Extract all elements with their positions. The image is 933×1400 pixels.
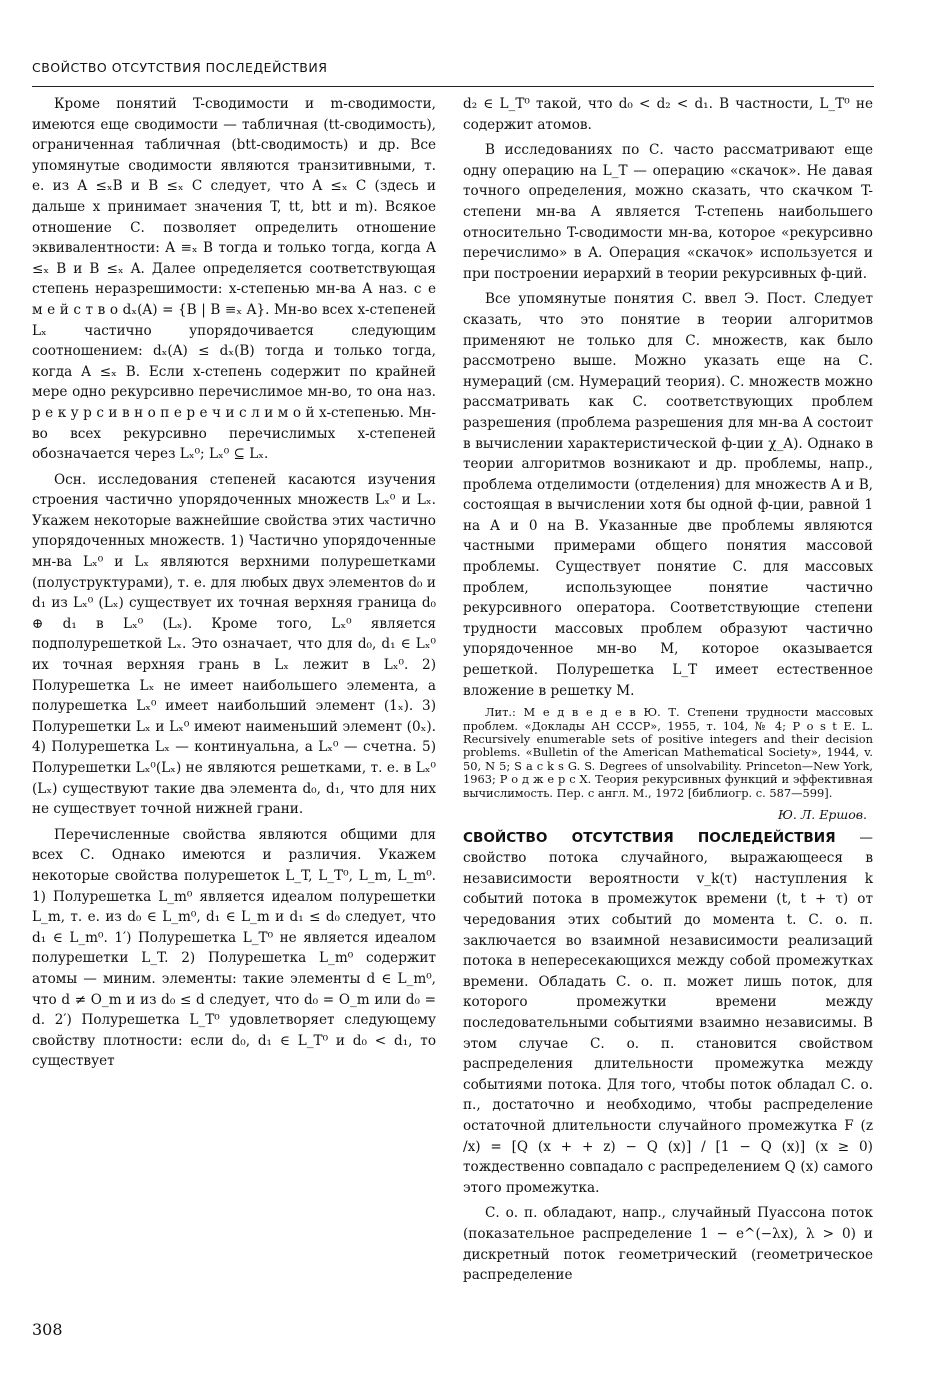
right-column: [463, 94, 873, 1291]
entry-paragraph: [463, 828, 873, 1199]
header-rule: [32, 86, 874, 87]
references: Лит.: М е д в е д е в Ю. Т. Степени трудности массовых проблем. «Доклады АН СССР», 1955, т. 104, № 4; P o s t E. L. Recursively enumerable sets of positive integers and their decision problems. «Bulletin of the American Mathematical Society», 1944, v. 50, N 5; S a c k s G. S. Degrees of unsolvability. Princeton—New York, 1963; Р о д ж е р с Х. Теория рекурсивных функций и эффективная вычислимость. Пер. с англ. М., 1972 [библиогр. с. 587—599].: [463, 705, 873, 800]
entry-title: СВОЙСТВО ОТСУТСТВИЯ ПОСЛЕДЕЙСТВИЯ: [463, 829, 836, 846]
author-signature: Ю. Л. Ершов.: [778, 807, 867, 823]
paragraph: Все упомянутые понятия С. ввел Э. Пост. Следует сказать, что это понятие в теории алгоритмов применяют не только для С. множеств, как было рассмотрено выше. Можно указать еще на С. нумераций (см. Нумераций теория). С. множеств можно рассматривать как С. соответствующих проблем разрешения (проблема разрешения для мн-ва A состоит в вычислении характеристической ф-ции χ_A). Однако в теории алгоритмов возникают и др. проблемы, напр., проблема отделимости (отделения) для множеств A и B, состоящая в вычислении хотя бы одной ф-ции, равной 1 на A и 0 на B. Указанные две проблемы являются частными примерами общего понятия массовой проблемы. Существует понятие С. для массовых проблем, использующее понятие частично рекурсивного оператора. Соответствующие степени трудности массовых проблем образуют частично упорядоченное мн-во M, которое оказывается решеткой. Полурешетка L_T имеет естественное вложение в решетку M.: [463, 291, 873, 699]
paragraph: Перечисленные свойства являются общими для всех С. Однако имеются и различия. Укажем некоторые свойства полурешеток L_T, L_T⁰, L_m, L_m⁰. 1) Полурешетка L_m⁰ является идеалом полурешетки L_m, т. е. из d₀ ∈ L_m⁰, d₁ ∈ L_m и d₁ ≤ d₀ следует, что d₁ ∈ L_m⁰. 1′) Полурешетка L_T⁰ не является идеалом полурешетки L_T. 2) Полурешетка L_m⁰ содержит атомы — миним. элементы: такие элементы d ∈ L_m⁰, что d ≠ O_m и из d₀ ≤ d следует, что d₀ = O_m или d₀ = d. 2′) Полурешетка L_T⁰ удовлетворяет следующему свойству плотности: если d₀, d₁ ∈ L_T⁰ и d₀ < d₁, то существует: [32, 826, 436, 1070]
paragraph: В исследованиях по С. часто рассматривают еще одну операцию на L_T — операцию «скачок». Не давая точного определения, можно сказать, что скачком T-степени мн-ва A является T-степень наибольшего относительно T-сводимости мн-ва, которое «рекурсивно перечислимо» в A. Операция «скачок» используется и при построении иерархий в теории рекурсивных ф-ций.: [463, 142, 873, 282]
paragraph: Кроме понятий T-сводимости и m-сводимости, имеются еще сводимости — табличная (tt-сводимость), ограниченная табличная (btt-сводимость) и др. Все упомянутые сводимости являются транзитивными, т. е. из A ≤ₓB и B ≤ₓ C следует, что A ≤ₓ C (здесь и дальше x принимает значения T, tt, btt и m). Всякое отношение С. позволяет определить отношение эквивалентности: A ≡ₓ B тогда и только тогда, когда A ≤ₓ B и B ≤ₓ A. Далее определяется соответствующая степень неразрешимости: x-степенью мн-ва A наз. с е м е й с т в о dₓ(A) = {B | B ≡ₓ A}. Мн-во всех x-степеней Lₓ частично упорядочивается следующим соотношением: dₓ(A) ≤ dₓ(B) тогда и только тогда, когда A ≤ₓ B. Если x-степень содержит по крайней мере одно рекурсивно перечислимое мн-во, то она наз. р е к у р с и в н о п е р е ч и с л и м о й x-степенью. Мн-во всех рекурсивно перечислимых x-степеней обозначается через Lₓ⁰; Lₓ⁰ ⊆ Lₓ.: [32, 96, 436, 463]
paragraph: Осн. исследования степеней касаются изучения строения частично упорядоченных множеств Lₓ⁰ и Lₓ. Укажем некоторые важнейшие свойства этих частично упорядоченных множеств. 1) Частично упорядоченные мн-ва Lₓ⁰ и Lₓ являются верхними полурешетками (полуструктурами), т. е. для любых двух элементов d₀ и d₁ из Lₓ⁰ (Lₓ) существует их точная верхняя граница d₀ ⊕ d₁ в Lₓ⁰ (Lₓ). Кроме того, Lₓ⁰ является подполурешеткой Lₓ. Это означает, что для d₀, d₁ ∈ Lₓ⁰ их точная верхняя грань в Lₓ лежит в Lₓ⁰. 2) Полурешетка Lₓ не имеет наибольшего элемента, а полурешетка Lₓ⁰ имеет наибольший элемент (1ₓ). 3) Полурешетки Lₓ и Lₓ⁰ имеют наименьший элемент (0ₓ). 4) Полурешетка Lₓ — континуальна, а Lₓ⁰ — счетна. 5) Полурешетки Lₓ⁰(Lₓ) не являются решетками, т. е. в Lₓ⁰ (Lₓ) существуют такие два элемента d₀, d₁, что для них не существует точной нижней грани.: [32, 471, 436, 818]
page-number: 308: [32, 1320, 63, 1339]
paragraph: d₂ ∈ L_T⁰ такой, что d₀ < d₂ < d₁. В частности, L_T⁰ не содержит атомов.: [463, 96, 873, 133]
running-header: СВОЙСТВО ОТСУТСТВИЯ ПОСЛЕДЕЙСТВИЯ: [32, 60, 328, 75]
left-column: [32, 94, 436, 1077]
paragraph: С. о. п. обладают, напр., случайный Пуассона поток (показательное распределение 1 − e^(−λx), λ > 0) и дискретный поток геометрический (геометрическое распределение: [463, 1205, 873, 1284]
entry-text: — свойство потока случайного, выражающееся в независимости вероятности v_k(τ) наступления k событий потока в промежуток времени (t, t + τ) от чередования этих событий до момента t. С. о. п. заключается во взаимной независимости реализаций потока в непересекающихся между собой промежутках времени. Обладать С. о. п. может лишь поток, для которого промежутки времени между последовательными событиями взаимно независимы. В этом случае С. о. п. становится свойством распределения длительности промежутка между событиями потока. Для того, чтобы поток обладал С. о. п., достаточно и необходимо, чтобы распределение остаточной длительности случайного промежутка F (z /x) = [Q (x + + z) − Q (x)] / [1 − Q (x)] (x ≥ 0) тождественно совпадало с распределением Q (x) самого этого промежутка.: [463, 829, 873, 1196]
